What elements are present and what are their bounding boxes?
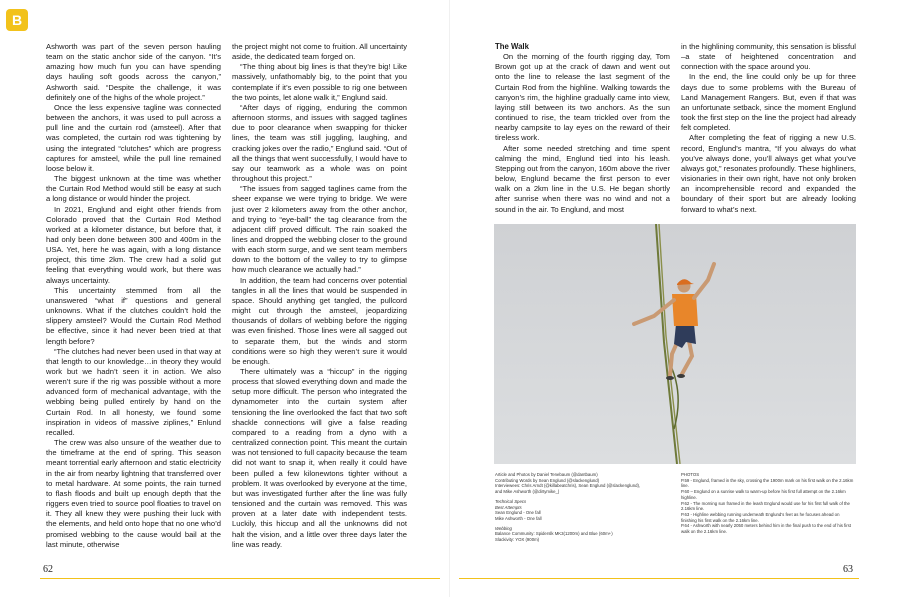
paragraph: The crew was also unsure of the weather due to the timeframe at the end of spring. This season meant torrential early afternoon and static electricity in the air from nearby lightning that transferred over to metal hardware. At some points, the rain turned to flash floods and built up enough depth that the riggers even tried to source pool floaties to travel on it. They all knew they were pushing their luck with the elements, and held onto hope that no one who’d promised webbing to the cause would bail at the last minute, otherwise: [46, 438, 221, 549]
tech-specs-heading: Technical Specs: [495, 498, 527, 504]
webbing-line: Balance Community: Spiderslk MK3(1200m) and Blue (60m+): [495, 531, 613, 537]
photo-captions: [681, 472, 856, 535]
credits-block: [495, 472, 670, 543]
paragraph: This uncertainty stemmed from all the unanswered “what if” questions and general unknowns. What if the clutches couldn’t hold the slippery amsteel? Would the Curtain Rod Method be effective, since it had never been tried at that length before?: [46, 285, 221, 346]
caption-line: P.59 - Englund, framed in the sky, crossing the 1900m mark on his first walk on the 2.16km line.: [681, 477, 854, 489]
webbing-heading: Webbing: [495, 525, 512, 531]
page-number-right: 63: [843, 564, 853, 575]
captions-heading: PHOTOS: [681, 472, 700, 477]
credit-line: Interviewees: Chris Arndt (@killabeatchris), Sean Englund (@slackenglund),: [495, 483, 641, 489]
credit-line: and Mike Ashworth (@dirtymike_): [495, 489, 560, 495]
attempt-line: Sean Englund - One fall: [495, 510, 541, 516]
paragraph: in the highlining community, this sensation is blissful –a state of heightened concentration and connection with the space around you.: [681, 42, 856, 72]
caption-line: P.62 - The morning sun framed in the leash Englund would use for his first full walk of the 2.16km line.: [681, 500, 850, 512]
caption-line: P.64 - Ashworth with nearly 2050 meters behind him in the final push to the end of his first walk on the 2.16km line.: [681, 523, 851, 535]
paragraph: the project might not come to fruition. All uncertainty aside, the dedicated team forged on.: [232, 42, 407, 62]
page-number-left: 62: [43, 564, 53, 575]
paragraph: Once the less expensive tagline was connected between the anchors, it was used to pull across a pull line and the curtain rod (amsteel). After that was completed, the curtain rod was tightening by using the integrated “clutches” which are progress captures for amsteel, while the pull line remained loose below it.: [46, 102, 221, 173]
paragraph: The biggest unknown at the time was whether the Curtain Rod Method would still be easy at such a long distance or would hinder the project.: [46, 174, 221, 204]
highliner-illustration: [494, 224, 856, 464]
column-1: [46, 42, 221, 550]
section-heading: The Walk: [495, 42, 529, 51]
column-3: [495, 42, 670, 220]
spread-divider: [449, 0, 450, 597]
column-2: [232, 42, 407, 550]
highliner-photo: [494, 224, 856, 464]
column-4: [681, 42, 856, 220]
paragraph: After completing the feat of rigging a new U.S. record, Englund’s mantra, “If you always do what you’ve always done, you’ll always get what you’ve always got,” resonates profoundly. These highliners, visionaries in their own right, have not only broken an incomprehensible record and expanded the boundary of their sport but are already looking forward to what’s next.: [681, 133, 856, 214]
credit-line: Contributing Words by Sean Englund (@slackenglund): [495, 477, 600, 483]
paragraph: There ultimately was a “hiccup” in the rigging process that slowed everything down and made the setup more difficult. The person who integrated the dynamometer into the curtain system after tensioning the line overlooked the fact that two soft shackle connections will give a false reading compared to a reading from a dyno with a centralized connection point. This meant the curtain was not tensioned to full capacity because the team did not want to snap it, when really it could have been pulled a few kilonewtons tighter without a problem. It was overlooked by everyone at the time, but was investigated further after the line was fully tensioned and the curtain was removed. This was proven at a later date with independent tests. Luckily, this hiccup and all the unknowns did not halt the vision, and a little over three days later the line was ready.: [232, 367, 407, 549]
paragraph: “The issues from sagged taglines came from the sheer expanse we were trying to bridge. We were just over 2 kilometers away from the other anchor, and trying to “eye-ball” the tag clearance from the adjacent cliff proved difficult. The rain soaked the lines and dropped the webbing closer to the ground with each storm surge, and we sent team members down to the bottom of the valley to try to glimpse how much clearance we actually had.”: [232, 184, 407, 275]
paragraph: “After days of rigging, enduring the common afternoon storms, and issues with sagged taglines due to poor clearance when swapping for thicker lines, the team was still juggling, laughing, and cracking jokes over the radio,” Englund said. “Out of all the things that went successfully, I would have to say our teamwork as a whole was on point throughout this project.”: [232, 102, 407, 184]
credit-line: Article and Photos by Daniel Tenebaum (@dantbaum): [495, 472, 598, 477]
footer-rule-right: [459, 578, 859, 579]
attempts-heading: Best Attempts: [495, 504, 522, 510]
paragraph: Ashworth was part of the seven person hauling team on the static anchor side of the canyon. “It’s amazing how much fun you can have spending days hauling soft goods across the canyon,” Ashworth said. “Despite the challenge, it was definitely one of the highs of the whole project.”: [46, 42, 221, 102]
paragraph: “The thing about big lines is that they’re big! Like massively, unfathomably big, to the point that you contemplate if it’s even possible to rig one between the two points, let alone walk it,” Englund said.: [232, 62, 407, 102]
paragraph: In 2021, Englund and eight other friends from Colorado proved that the Curtain Rod Method worked at a kilometer distance, but before that, it had only been done between 300 and 400m in the USA. Yet, here he was again, with a long distance project, this time 2km. The crew had a solid gut feeling that everything would work, but there was always uncertainty.: [46, 204, 221, 285]
caption-line: P.63 - Highline webbing running underneath Englund’s feet as he focuses ahead on finishing his first walk on the 2.16km line.: [681, 511, 840, 523]
slackivity-line: Slackivity: YOX (900m): [495, 537, 540, 543]
paragraph: After some needed stretching and time spent calming the mind, Englund tied into his leash. Stepping out from the canyon, 160m above the river below, Englund became the first person to ever walk on a 2km line in the U.S. He began shortly after sunrise when there was no wind and not a sound in the air. To Englund, and most: [495, 143, 670, 214]
paragraph: “The clutches had never been used in that way at that length to our knowledge…in theory they would work but we hadn’t seen it in action. We also weren’t sure if the rig was possible without a more advanced form of mechanical advantage, with the webbing being pulled entirely by hand on the Curtain Rod. In all honesty, we found some inspiration in videos of massive ziplines,” Enlund recalled.: [46, 346, 221, 437]
footer-rule-left: [40, 578, 440, 579]
caption-line: P.60 – Englund on a sunrise walk to warm-up before his first full attempt on the 2.16km highline.: [681, 489, 846, 500]
paragraph: In the end, the line could only be up for three days due to some problems with the Bureau of Land Management Rangers. But, even if that was an unfortunate setback, since the moment Englund took the first step on the line the project had already felt completed.: [681, 72, 856, 133]
paragraph: On the morning of the fourth rigging day, Tom Brown got up at the crack of dawn and went out onto the line to release the last segment of the Curtain Rod from the highline. Walking towards the canyon’s rim, the highline gradually came into view, laying still between its two anchors. As the sun continued to rise, the team trickled over from the nearby campsite to lay eyes on the reward of their tireless work.: [495, 52, 670, 143]
attempt-line: Mike Ashworth - One fall: [495, 515, 542, 521]
paragraph: In addition, the team had concerns over potential tangles in all the lines that would be suspended in space. Should anything get tangled, the pullcord might cut through the amsteel, jeopardizing thousands of dollars of webbing before the rigging was even finished. Those lines were all sagged out to separate them, but the winds and storm conditions were so high they weren’t sure it would be enough.: [232, 275, 407, 366]
section-badge: B: [6, 9, 28, 31]
